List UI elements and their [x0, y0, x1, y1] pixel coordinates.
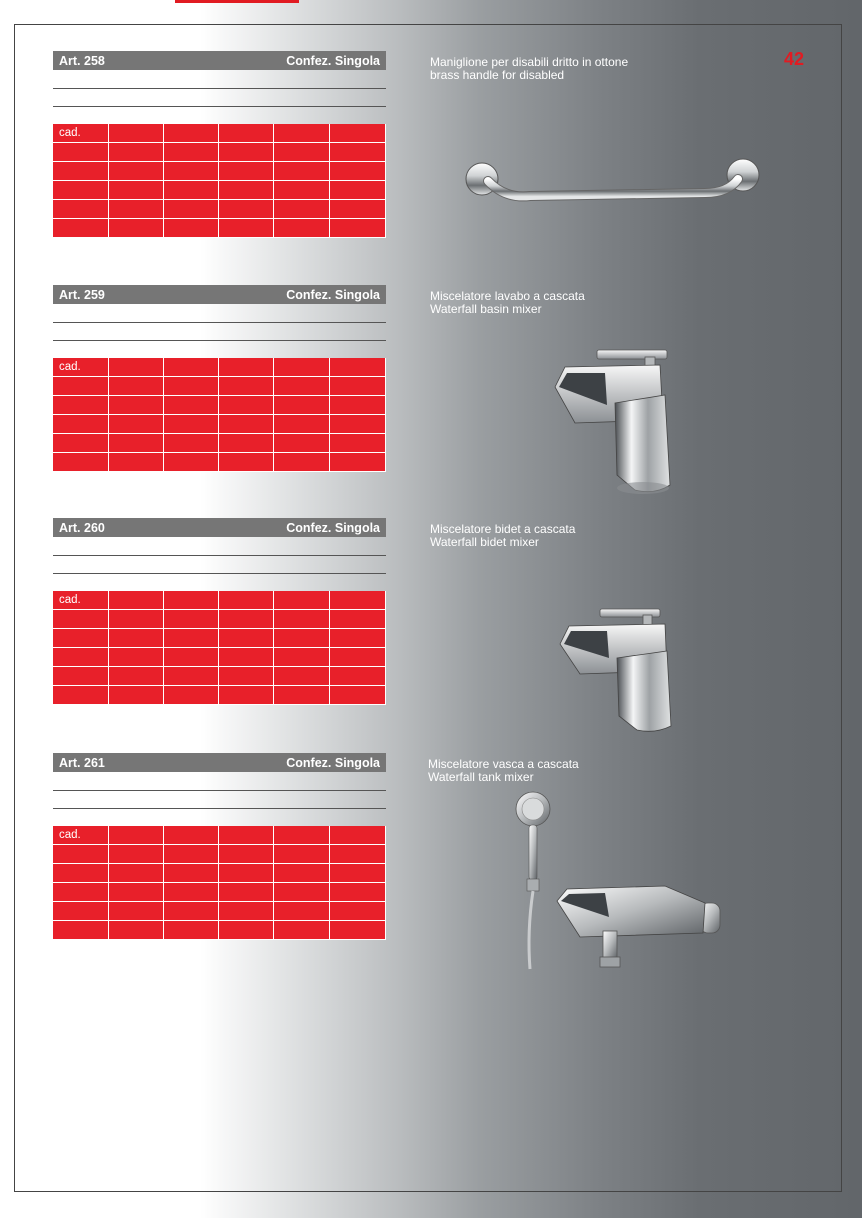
price-cell — [109, 377, 164, 396]
price-cell — [164, 610, 219, 629]
price-cell — [274, 377, 330, 396]
article-header — [53, 51, 386, 70]
price-cell — [219, 902, 274, 921]
price-cell — [164, 667, 219, 686]
price-cell — [164, 591, 219, 610]
price-cell — [53, 629, 109, 648]
price-cell — [219, 358, 274, 377]
price-cell — [330, 162, 386, 181]
price-grid — [53, 826, 386, 940]
price-cell — [164, 358, 219, 377]
price-cell — [330, 667, 386, 686]
price-cell — [53, 200, 109, 219]
price-cell — [164, 921, 219, 940]
price-cell — [274, 124, 330, 143]
price-cell — [53, 219, 109, 238]
price-cell — [164, 864, 219, 883]
price-cell — [330, 883, 386, 902]
price-cell — [330, 415, 386, 434]
article-header — [53, 518, 386, 537]
price-cell — [164, 826, 219, 845]
price-cell — [274, 162, 330, 181]
product-description — [430, 290, 585, 316]
price-cell — [109, 358, 164, 377]
price-cell — [219, 591, 274, 610]
price-cell — [330, 921, 386, 940]
divider-line — [53, 808, 386, 809]
price-cell — [109, 921, 164, 940]
price-cell — [109, 591, 164, 610]
price-cell — [164, 845, 219, 864]
price-cell — [164, 143, 219, 162]
packaging-label: Confez. Singola — [286, 756, 380, 770]
price-cell — [330, 686, 386, 705]
packaging-label: Confez. Singola — [286, 521, 380, 535]
unit-label: cad. — [53, 826, 109, 845]
article-header — [53, 285, 386, 304]
packaging-label: Confez. Singola — [286, 54, 380, 68]
price-cell — [274, 434, 330, 453]
price-cell — [53, 434, 109, 453]
description-italian: Miscelatore bidet a cascata — [430, 522, 576, 536]
price-cell — [219, 162, 274, 181]
basin-mixer-image — [545, 345, 685, 500]
divider-line — [53, 106, 386, 107]
price-cell — [330, 200, 386, 219]
article-number: Art. 259 — [59, 288, 105, 302]
product-description — [428, 758, 579, 784]
price-cell — [219, 219, 274, 238]
price-cell — [164, 162, 219, 181]
price-cell — [219, 415, 274, 434]
price-cell — [109, 162, 164, 181]
bidet-mixer-image — [555, 606, 680, 736]
price-cell — [274, 396, 330, 415]
price-cell — [330, 902, 386, 921]
price-cell — [330, 143, 386, 162]
price-cell — [219, 629, 274, 648]
price-cell — [109, 845, 164, 864]
price-cell — [274, 181, 330, 200]
price-cell — [53, 686, 109, 705]
price-grid — [53, 358, 386, 472]
description-english: brass handle for disabled — [430, 68, 565, 82]
description-italian: Maniglione per disabili dritto in ottone — [430, 55, 629, 69]
divider-line — [53, 322, 386, 323]
price-cell — [219, 377, 274, 396]
article-block-260 — [0, 518, 862, 718]
article-block-259 — [0, 285, 862, 485]
price-cell — [274, 826, 330, 845]
price-cell — [330, 358, 386, 377]
price-cell — [219, 648, 274, 667]
divider-line — [53, 555, 386, 556]
price-cell — [164, 686, 219, 705]
price-cell — [330, 591, 386, 610]
price-cell — [53, 845, 109, 864]
price-cell — [109, 883, 164, 902]
price-cell — [274, 883, 330, 902]
top-accent-bar — [175, 0, 299, 3]
description-english: Waterfall basin mixer — [430, 302, 542, 316]
price-cell — [274, 219, 330, 238]
price-cell — [274, 864, 330, 883]
price-cell — [219, 453, 274, 472]
price-cell — [53, 610, 109, 629]
price-cell — [109, 864, 164, 883]
article-block-258 — [0, 51, 862, 251]
price-cell — [53, 667, 109, 686]
price-cell — [219, 200, 274, 219]
price-cell — [330, 434, 386, 453]
divider-line — [53, 88, 386, 89]
price-cell — [274, 143, 330, 162]
price-cell — [164, 453, 219, 472]
price-cell — [53, 453, 109, 472]
price-cell — [274, 358, 330, 377]
price-cell — [330, 453, 386, 472]
price-cell — [109, 826, 164, 845]
price-cell — [164, 902, 219, 921]
price-cell — [164, 396, 219, 415]
price-cell — [274, 845, 330, 864]
description-english: Waterfall tank mixer — [428, 770, 534, 784]
price-cell — [109, 667, 164, 686]
price-cell — [164, 200, 219, 219]
description-italian: Miscelatore lavabo a cascata — [430, 289, 585, 303]
article-number: Art. 260 — [59, 521, 105, 535]
price-cell — [53, 143, 109, 162]
price-cell — [274, 453, 330, 472]
article-number: Art. 261 — [59, 756, 105, 770]
price-cell — [53, 162, 109, 181]
article-block-261 — [0, 753, 862, 953]
price-cell — [274, 902, 330, 921]
price-cell — [164, 883, 219, 902]
price-cell — [274, 415, 330, 434]
price-cell — [219, 610, 274, 629]
article-header — [53, 753, 386, 772]
price-cell — [164, 648, 219, 667]
price-cell — [330, 826, 386, 845]
price-cell — [219, 883, 274, 902]
price-cell — [330, 610, 386, 629]
price-cell — [330, 396, 386, 415]
price-cell — [53, 181, 109, 200]
description-italian: Miscelatore vasca a cascata — [428, 757, 579, 771]
price-cell — [330, 124, 386, 143]
divider-line — [53, 573, 386, 574]
price-grid — [53, 124, 386, 238]
price-cell — [330, 648, 386, 667]
price-cell — [274, 629, 330, 648]
price-cell — [109, 434, 164, 453]
price-cell — [53, 864, 109, 883]
price-cell — [164, 181, 219, 200]
price-cell — [53, 377, 109, 396]
price-cell — [53, 396, 109, 415]
price-cell — [219, 864, 274, 883]
grab-bar-image — [460, 151, 765, 221]
price-cell — [274, 667, 330, 686]
divider-line — [53, 790, 386, 791]
price-cell — [274, 200, 330, 219]
price-cell — [219, 124, 274, 143]
price-cell — [109, 143, 164, 162]
price-cell — [274, 648, 330, 667]
price-cell — [109, 415, 164, 434]
price-cell — [53, 415, 109, 434]
price-cell — [164, 124, 219, 143]
price-cell — [164, 219, 219, 238]
price-cell — [219, 396, 274, 415]
price-cell — [109, 200, 164, 219]
price-cell — [164, 629, 219, 648]
price-cell — [330, 629, 386, 648]
price-cell — [109, 686, 164, 705]
price-cell — [164, 377, 219, 396]
price-cell — [109, 453, 164, 472]
divider-line — [53, 340, 386, 341]
price-cell — [274, 591, 330, 610]
price-cell — [164, 434, 219, 453]
price-cell — [109, 902, 164, 921]
price-cell — [219, 667, 274, 686]
price-cell — [109, 181, 164, 200]
price-cell — [274, 921, 330, 940]
price-cell — [219, 826, 274, 845]
price-cell — [330, 864, 386, 883]
price-cell — [274, 686, 330, 705]
unit-label: cad. — [53, 358, 109, 377]
price-cell — [219, 181, 274, 200]
unit-label: cad. — [53, 124, 109, 143]
product-description — [430, 56, 628, 82]
price-cell — [219, 434, 274, 453]
price-cell — [330, 377, 386, 396]
price-cell — [219, 686, 274, 705]
tank-mixer-image — [505, 791, 725, 981]
article-number: Art. 258 — [59, 54, 105, 68]
price-cell — [330, 181, 386, 200]
price-grid — [53, 591, 386, 705]
price-cell — [53, 648, 109, 667]
price-cell — [219, 143, 274, 162]
price-cell — [53, 902, 109, 921]
price-cell — [53, 921, 109, 940]
price-cell — [109, 396, 164, 415]
product-description — [430, 523, 575, 549]
description-english: Waterfall bidet mixer — [430, 535, 539, 549]
price-cell — [109, 648, 164, 667]
page-number: 42 — [783, 49, 805, 69]
unit-label: cad. — [53, 591, 109, 610]
price-cell — [109, 629, 164, 648]
price-cell — [53, 883, 109, 902]
price-cell — [330, 219, 386, 238]
packaging-label: Confez. Singola — [286, 288, 380, 302]
price-cell — [330, 845, 386, 864]
price-cell — [274, 610, 330, 629]
price-cell — [219, 921, 274, 940]
price-cell — [109, 610, 164, 629]
price-cell — [164, 415, 219, 434]
price-cell — [219, 845, 274, 864]
price-cell — [109, 124, 164, 143]
price-cell — [109, 219, 164, 238]
